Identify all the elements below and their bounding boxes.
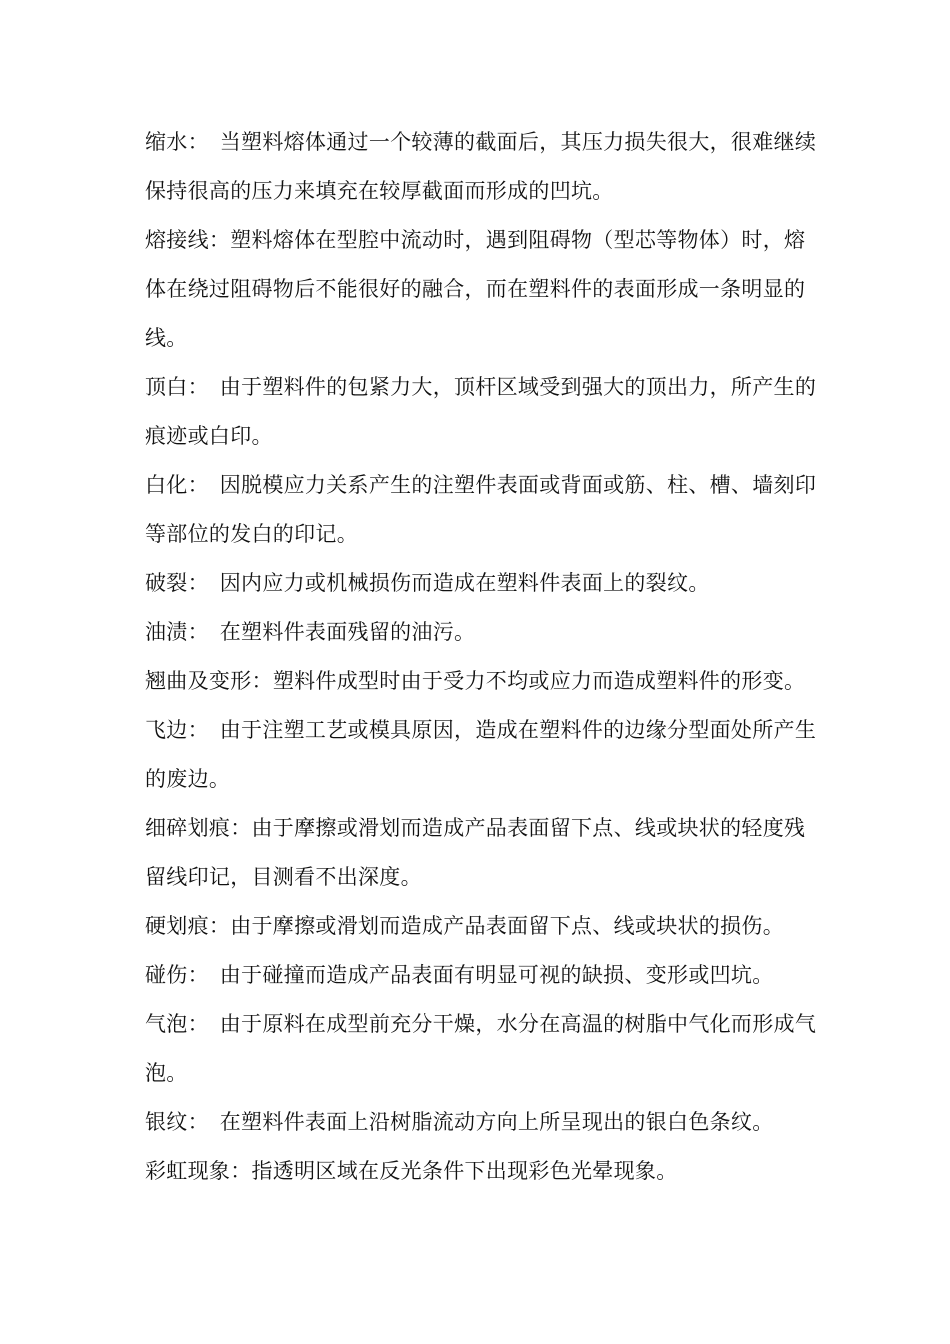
entry-term: 硬划痕：: [145, 914, 231, 938]
entry-term: 碰伤：: [145, 963, 199, 987]
entry-term: 翘曲及变形：: [145, 669, 273, 693]
glossary-entry: [145, 1098, 825, 1147]
entry-definition: 由于原料在成型前充分干燥，水分在高温的树脂中气化而形成气泡。: [145, 1012, 817, 1085]
entry-term: 顶白：: [145, 375, 199, 399]
glossary-entry: [145, 1147, 825, 1196]
entry-definition: 在塑料件表面上沿树脂流动方向上所呈现出的银白色条纹。: [219, 1110, 774, 1134]
entry-term: 白化：: [145, 473, 199, 497]
entry-definition: 当塑料熔体通过一个较薄的截面后，其压力损失很大，很难继续保持很高的压力来填充在较厚截面而形成的凹坑。: [145, 130, 817, 203]
glossary-entry: [145, 559, 825, 608]
entry-definition: 指透明区域在反光条件下出现彩色光晕现象。: [251, 1159, 678, 1183]
entry-definition: 由于注塑工艺或模具原因，造成在塑料件的边缘分型面处所产生的废边。: [145, 718, 817, 791]
glossary-entry: [145, 657, 825, 706]
entry-definition: 塑料件成型时由于受力不均或应力而造成塑料件的形变。: [272, 669, 806, 693]
entry-definition: 在塑料件表面残留的油污。: [219, 620, 476, 644]
entry-term: 银纹：: [145, 1110, 199, 1134]
entry-gap: [198, 620, 219, 644]
entry-definition: 由于碰撞而造成产品表面有明显可视的缺损、变形或凹坑。: [219, 963, 774, 987]
entry-definition: 塑料熔体在型腔中流动时，遇到阻碍物（型芯等物体）时，熔体在绕过阻碍物后不能很好的融合，而在塑料件的表面形成一条明显的线。: [145, 228, 806, 350]
glossary-entry: [145, 363, 825, 461]
entry-definition: 因脱模应力关系产生的注塑件表面或背面或筋、柱、槽、墙刻印等部位的发白的印记。: [145, 473, 817, 546]
entry-term: 细碎划痕：: [145, 816, 252, 840]
entry-term: 破裂：: [145, 571, 199, 595]
glossary-entry: [145, 951, 825, 1000]
entry-gap: [198, 963, 219, 987]
glossary-entry: [145, 461, 825, 559]
entry-term: 缩水：: [145, 130, 199, 154]
glossary-entry: [145, 706, 825, 804]
entry-definition: 由于摩擦或滑划而造成产品表面留下点、线或块状的轻度残留线印记，目测看不出深度。: [145, 816, 806, 889]
glossary-entry: [145, 118, 825, 216]
glossary-entry: [145, 608, 825, 657]
entry-gap: [198, 718, 219, 742]
entry-term: 飞边：: [145, 718, 199, 742]
entry-gap: [198, 571, 219, 595]
entry-term: 气泡：: [145, 1012, 199, 1036]
entry-gap: [198, 1110, 219, 1134]
glossary-entry: [145, 216, 825, 363]
entry-definition: 因内应力或机械损伤而造成在塑料件表面上的裂纹。: [219, 571, 710, 595]
entry-term: 熔接线：: [145, 228, 231, 252]
glossary-entry: [145, 1000, 825, 1098]
entry-gap: [198, 375, 219, 399]
entry-definition: 由于塑料件的包紧力大，顶杆区域受到强大的顶出力，所产生的痕迹或白印。: [145, 375, 817, 448]
entry-gap: [198, 1012, 219, 1036]
entry-term: 彩虹现象：: [145, 1159, 252, 1183]
glossary-entry: [145, 804, 825, 902]
glossary-entry: [145, 902, 825, 951]
entry-definition: 由于摩擦或滑划而造成产品表面留下点、线或块状的损伤。: [230, 914, 785, 938]
entry-gap: [198, 473, 219, 497]
defect-glossary: [145, 118, 825, 1196]
entry-term: 油渍：: [145, 620, 199, 644]
entry-gap: [198, 130, 219, 154]
